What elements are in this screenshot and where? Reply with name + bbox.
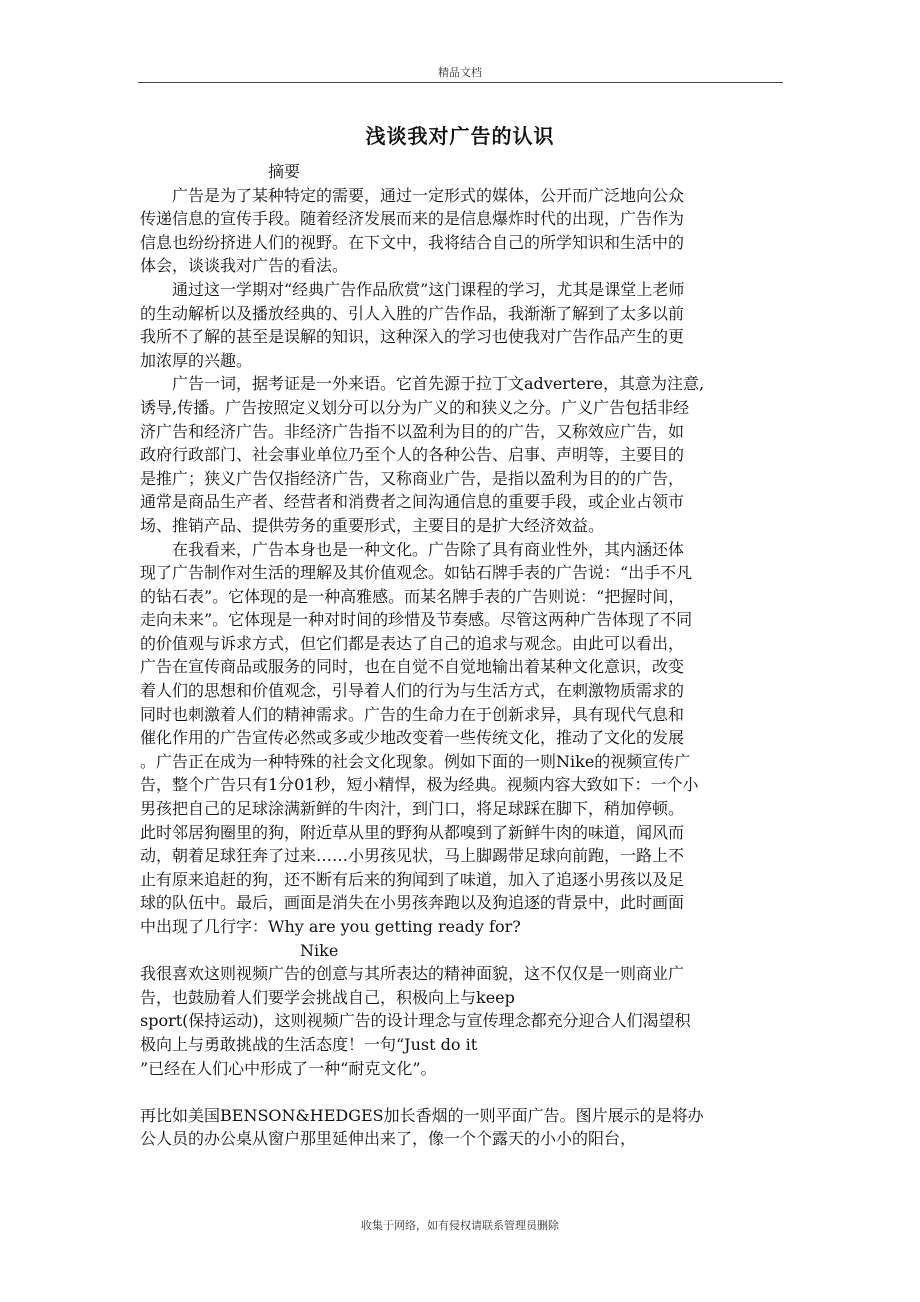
text-line: 动，朝着足球狂奔了过来……小男孩见状，马上脚踢带足球向前跑，一路上不 (140, 846, 685, 866)
text-line: 通常是商品生产者、经营者和消费者之间沟通信息的重要手段，或企业占领市 (140, 492, 685, 512)
text-line: 再比如美国BENSON&HEDGES加长香烟的一则平面广告。图片展示的是将办 (140, 1105, 704, 1125)
text-line: 信息也纷纷挤进人们的视野。在下文中，我将结合自己的所学知识和生活中的 (140, 232, 685, 252)
text-line: 中出现了几行字：Why are you getting ready for? (140, 917, 521, 936)
text-line: 同时也刺激着人们的精神需求。广告的生命力在于创新求异，具有现代气息和 (140, 704, 685, 724)
text-line: 体会，谈谈我对广告的看法。 (140, 256, 349, 276)
text-line: 告，也鼓励着人们要学会挑战自己，积极向上与keep (140, 987, 515, 1007)
document-title: 浅谈我对广告的认识 (365, 124, 555, 148)
text-line: 球的队伍中。最后，画面是消失在小男孩奔跑以及狗追逐的背景中，此时画面 (140, 893, 685, 913)
text-line: 加浓厚的兴趣。 (140, 350, 253, 370)
text-line: Nike (140, 940, 339, 960)
text-line: 。广告正在成为一种特殊的社会文化现象。例如下面的一则Nike的视频宣传广 (140, 751, 691, 771)
text-line: 催化作用的广告宣传必然或多或少地改变着一些传统文化，推动了文化的发展 (140, 728, 685, 748)
text-line: 公人员的办公桌从窗户那里延伸出来了，像一个个露天的小小的阳台， (140, 1129, 637, 1149)
text-line: 的钻石表”。它体现的是一种高雅感。而某名牌手表的广告则说：“把握时间， (140, 586, 685, 606)
text-line: 走向未来”。它体现是一种对时间的珍惜及节奏感。尽管这两种广告体现了不同 (140, 610, 693, 630)
text-line: 广告一词，据考证是一外来语。它首先源于拉丁文advertere，其意为注意, (140, 374, 705, 394)
text-line: 此时邻居狗圈里的狗，附近草从里的野狗从都嗅到了新鲜牛肉的味道，闻风而 (140, 822, 685, 842)
text-line: sport(保持运动)，这则视频广告的设计理念与宣传理念都充分迎合人们渴望积 (140, 1011, 691, 1031)
text-line: ”已经在人们心中形成了一种“耐克文化”。 (140, 1058, 437, 1078)
page-header: 精品文档 (438, 66, 482, 79)
text-line: 通过这一学期对“经典广告作品欣赏”这门课程的学习，尤其是课堂上老师 (140, 279, 685, 299)
text-line: 着人们的思想和价值观念，引导着人们的行为与生活方式，在刺激物质需求的 (140, 681, 685, 701)
text-line: 的生动解析以及播放经典的、引人入胜的广告作品，我渐渐了解到了太多以前 (140, 303, 685, 323)
document-body (140, 160, 780, 1151)
text-line: 在我看来，广告本身也是一种文化。广告除了具有商业性外，其内涵还体 (140, 539, 685, 559)
text-line: 是推广；狭义广告仅指经济广告，又称商业广告，是指以盈利为目的的广告， (140, 468, 685, 488)
text-line: 的价值观与诉求方式，但它们都是表达了自己的追求与观念。由此可以看出， (140, 633, 685, 653)
page-footer: 收集于网络，如有侵权请联系管理员删除 (361, 1219, 559, 1232)
text-line: 极向上与勇敢挑战的生活态度！一句“Just do it (140, 1034, 478, 1054)
text-line: 广告是为了某种特定的需要，通过一定形式的媒体，公开而广泛地向公众 (140, 185, 685, 205)
text-line: 政府行政部门、社会事业单位乃至个人的各种公告、启事、声明等，主要目的 (140, 445, 685, 465)
text-line: 济广告和经济广告。非经济广告指不以盈利为目的的广告，又称效应广告，如 (140, 421, 685, 441)
text-line: 诱导,传播。广告按照定义划分可以分为广义的和狭义之分。广义广告包括非经 (140, 397, 690, 417)
text-line: 止有原来追赶的狗，还不断有后来的狗闻到了味道，加入了追逐小男孩以及足 (140, 869, 685, 889)
text-line: 我所不了解的甚至是误解的知识，这种深入的学习也使我对广告作品产生的更 (140, 327, 685, 347)
text-line (140, 1080, 780, 1104)
text-line: 传递信息的宣传手段。随着经济发展而来的是信息爆炸时代的出现，广告作为 (140, 209, 685, 229)
text-line: 男孩把自己的足球涂满新鲜的牛肉汁，到门口，将足球踩在脚下，稍加停顿。 (140, 799, 685, 819)
header-divider (138, 82, 783, 83)
text-line: 我很喜欢这则视频广告的创意与其所表达的精神面貌，这不仅仅是一则商业广 (140, 964, 685, 984)
text-line: 场、推销产品、提供劳务的重要形式，主要目的是扩大经济效益。 (140, 515, 605, 535)
text-line: 摘要 (140, 162, 301, 181)
text-line: 告，整个广告只有1分01秒，短小精悍，极为经典。视频内容大致如下：一个小 (140, 775, 699, 795)
text-line: 广告在宣传商品或服务的同时，也在自觉不自觉地输出着某种文化意识，改变 (140, 657, 685, 677)
text-line: 现了广告制作对生活的理解及其价值观念。如钻石牌手表的广告说：“出手不凡 (140, 563, 693, 583)
